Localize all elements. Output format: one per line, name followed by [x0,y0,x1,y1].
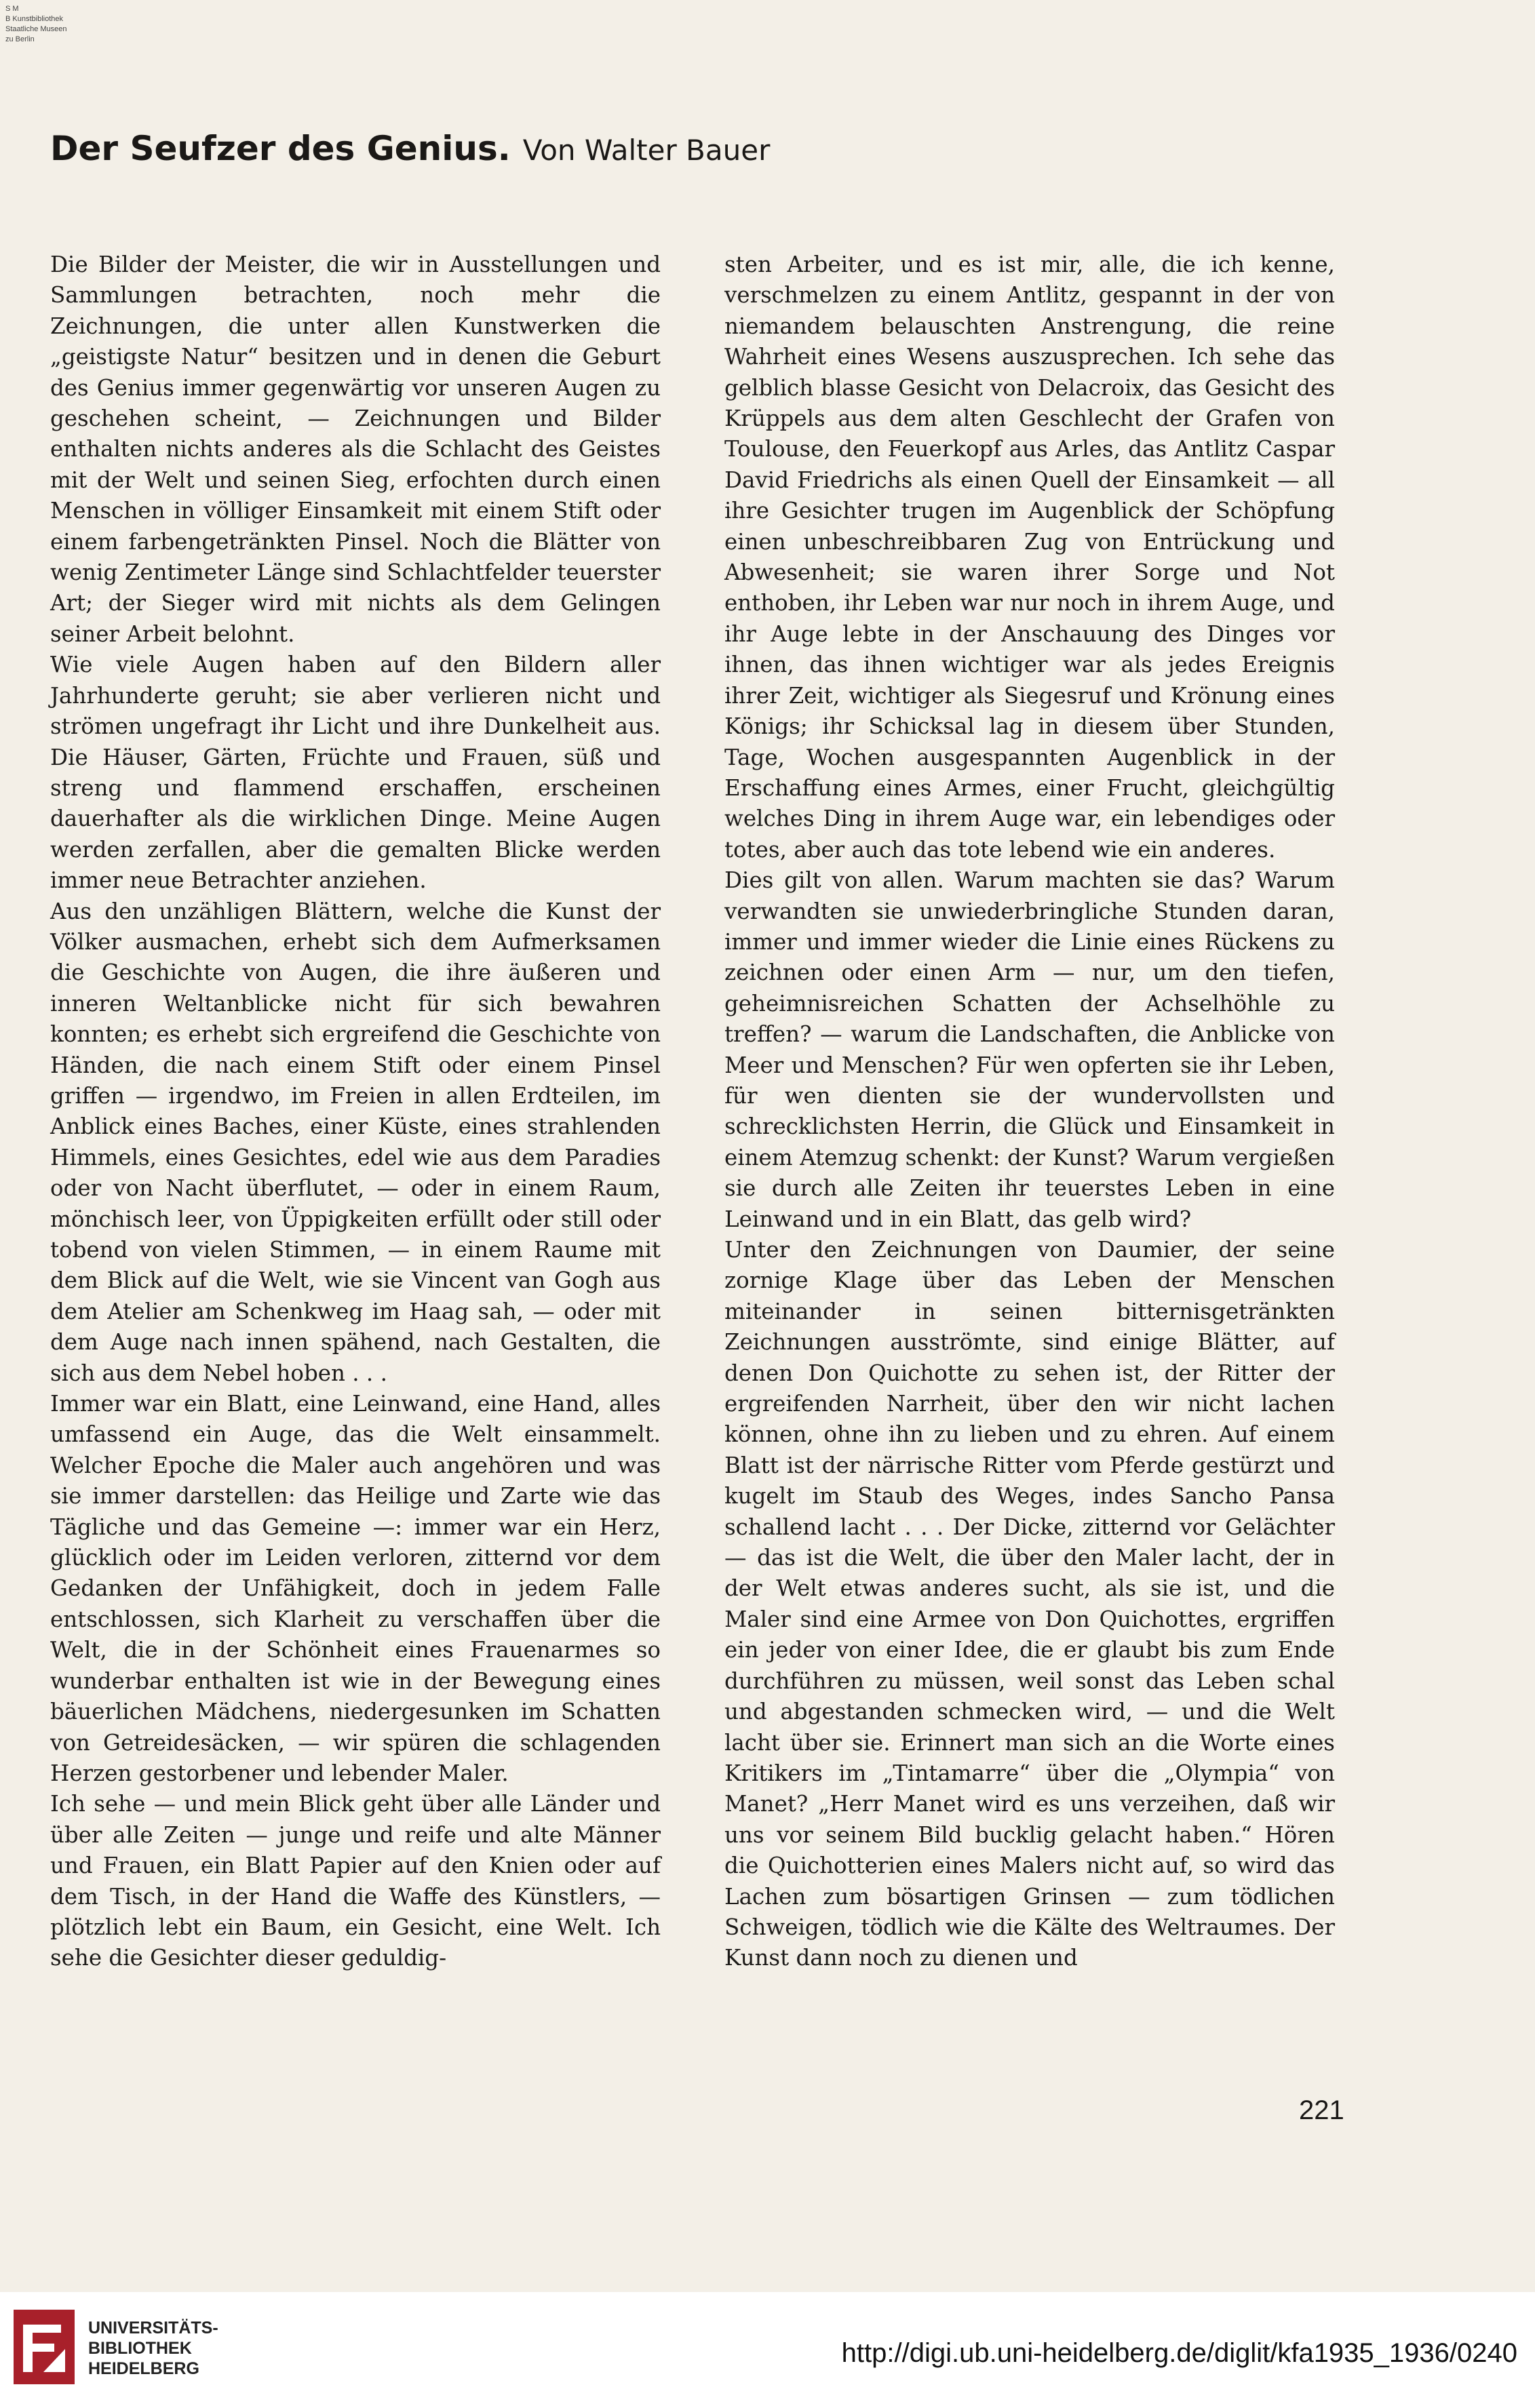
text-column-right [724,250,1335,1974]
library-stamp [5,4,67,45]
article-header [50,129,1475,168]
paragraph: Aus den unzähligen Blättern, welche die Kunst der Völker ausmachen, erhebt sich dem Aufmerksamen die Geschichte von Augen, die ihre äußeren und inneren Weltanblicke nicht für sich bewahren konnten; es erhebt sich ergreifend die Geschichte von Händen, die nach einem Stift oder einem Pinsel griffen — irgendwo, im Freien in allen Erdteilen, im Anblick eines Baches, einer Küste, eines strahlenden Himmels, eines Gesichtes, edel wie aus dem Paradies oder von Nacht überflutet, — oder in einem Raum, mönchisch leer, von Üppigkeiten erfüllt oder still oder tobend von vielen Stimmen, — in einem Raume mit dem Blick auf die Welt, wie sie Vincent van Gogh aus dem Atelier am Schenkweg im Haag sah, — oder mit dem Auge nach innen spähend, nach Gestalten, die sich aus dem Nebel hoben . . . [50,898,661,1386]
paragraph: Die Bilder der Meister, die wir in Ausstellungen und Sammlungen betrachten, noch mehr die Zeichnungen, die unter allen Kunstwerken die „geistigste Natur“ besitzen und in denen die Geburt des Genius immer gegenwärtig vor unseren Augen zu geschehen scheint, — Zeichnungen und Bilder enthalten nichts anderes als die Schlacht des Geistes mit der Welt und seinen Sieg, erfochten durch einen Menschen in völliger Einsamkeit mit einem Stift oder einem farbengetränkten Pinsel. Noch die Blätter von wenig Zentimeter Länge sind Schlachtfelder teuerster Art; der Sieger wird mit nichts als dem Gelingen seiner Arbeit belohnt. [50,252,661,647]
paragraph: Immer war ein Blatt, eine Leinwand, eine Hand, alles umfassend ein Auge, das die Welt einsammelt. Welcher Epoche die Maler auch angehören und was sie immer darstellen: das Heilige und Zarte wie das Tägliche und das Gemeine —: immer war ein Herz, glücklich oder im Leiden verloren, zitternd vor dem Gedanken der Unfähigkeit, doch in jedem Falle entschlossen, sich Klarheit zu verschaffen über die Welt, die in der Schönheit eines Frauenarmes so wunderbar enthalten ist wie in der Bewegung eines bäuerlichen Mädchens, niedergesunken im Schatten von Getreidesäcken, — wir spüren die schlagenden Herzen gestorbener und lebender Maler. [50,1391,661,1786]
paragraph: Unter den Zeichnungen von Daumier, der seine zornige Klage über das Leben der Menschen miteinander in seinen bitternisgetränkten Zeichnungen ausströmte, sind einige Blätter, auf denen Don Quichotte zu sehen ist, der Ritter der ergreifenden Narrheit, über den wir nicht lachen können, ohne ihn zu lieben und zu ehren. Auf einem Blatt ist der närrische Ritter vom Pferde gestürzt und kugelt im Staub des Weges, indes Sancho Pansa schallend lacht . . . Der Dicke, zitternd vor Gelächter — das ist die Welt, die über den Maler lacht, der in der Welt etwas anderes sucht, als sie ist, und die Maler sind eine Armee von Don Quichottes, ergriffen ein jeder von einer Idee, die er glaubt bis zum Ende durchführen zu müssen, weil sonst das Leben schal und abgestanden schmecken wird, — und die Welt lacht über sie. Erinnert man sich an die Worte eines Kritikers im „Tintamarre“ über die „Olympia“ von Manet? „Herr Manet wird es uns verzeihen, daß wir uns vor seinem Bild bucklig gelacht haben.“ Hören die Quichotterien eines Malers nicht auf, so wird das Lachen zum bösartigen Grinsen — zum tödlichen Schweigen, tödlich wie die Kälte des Weltraumes. Der Kunst dann noch zu dienen und [724,1237,1335,1971]
page-number: 221 [1299,2095,1344,2125]
article-byline: Von Walter Bauer [522,134,771,167]
stamp-line: zu Berlin [5,35,35,43]
paragraph: sten Arbeiter, und es ist mir, alle, die ich kenne, verschmelzen zu einem Antlitz, gespannt in der von niemandem belauschten Anstrengung, die reine Wahrheit eines Wesens auszusprechen. Ich sehe das gelblich blasse Gesicht von Delacroix, das Gesicht des Krüppels aus dem alten Geschlecht der Grafen von Toulouse, den Feuerkopf aus Arles, das Antlitz Caspar David Friedrichs als einen Quell der Einsamkeit — all ihre Gesichter trugen im Augenblick der Schöpfung einen unbeschreibbaren Zug von Entrückung und Abwesenheit; sie waren ihrer Sorge und Not enthoben, ihr Leben war nur noch in ihrem Auge, und ihr Auge lebte in der Anschauung des Dinges vor ihnen, das ihnen wichtiger war als jedes Ereignis ihrer Zeit, wichtiger als Siegesruf und Krönung eines Königs; ihr Schicksal lag in diesem über Stunden, Tage, Wochen ausgespannten Augenblick in der Erschaffung eines Armes, einer Frucht, gleichgültig welches Ding in ihrem Auge war, ein lebendiges oder totes, aber auch das tote lebend wie ein anderes. [724,252,1335,863]
stamp-line: S M [5,5,19,13]
article-title: Der Seufzer des Genius. [50,129,511,168]
library-name [88,2318,218,2379]
library-name-line: HEIDELBERG [88,2359,199,2378]
paragraph: Dies gilt von allen. Warum machten sie das? Warum verwandten sie unwiederbringliche Stunden daran, immer und immer wieder die Linie eines Rückens zu zeichnen oder einen Arm — nur, um den tiefen, geheimnisreichen Schatten der Achselhöhle zu treffen? — warum die Landschaften, die Anblicke von Meer und Menschen? Für wen opferten sie ihr Leben, für wen dienten sie der wundervollsten und schrecklichsten Herrin, die Glück und Einsamkeit in einem Atemzug schenkt: der Kunst? Warum vergießen sie durch alle Zeiten ihr teuerstes Leben in eine Leinwand und in ein Blatt, das gelb wird? [724,867,1335,1232]
stamp-line: Staatliche Museen [5,25,67,33]
stamp-line: B Kunstbibliothek [5,15,63,23]
university-library-logo-icon [14,2310,75,2384]
paragraph: Wie viele Augen haben auf den Bildern aller Jahrhunderte geruht; sie aber verlieren nicht und strömen ungefragt ihr Licht und ihre Dunkelheit aus. Die Häuser, Gärten, Früchte und Frauen, süß und streng und flammend erschaffen, erscheinen dauerhafter als die wirklichen Dinge. Meine Augen werden zerfallen, aber die gemalten Blicke werden immer neue Betrachter anziehen. [50,652,661,894]
paragraph: Ich sehe — und mein Blick geht über alle Länder und über alle Zeiten — junge und reife und alte Männer und Frauen, ein Blatt Papier auf den Knien oder auf dem Tisch, in der Hand die Waffe des Künstlers, — plötzlich lebt ein Baum, ein Gesicht, eine Welt. Ich sehe die Gesichter dieser geduldig- [50,1791,661,1971]
library-name-line: BIBLIOTHEK [88,2339,192,2358]
library-name-line: UNIVERSITÄTS- [88,2318,218,2337]
source-url-link[interactable]: http://digi.ub.uni-heidelberg.de/diglit/kfa1935_1936/0240 [841,2338,1517,2368]
text-column-left [50,250,661,1974]
